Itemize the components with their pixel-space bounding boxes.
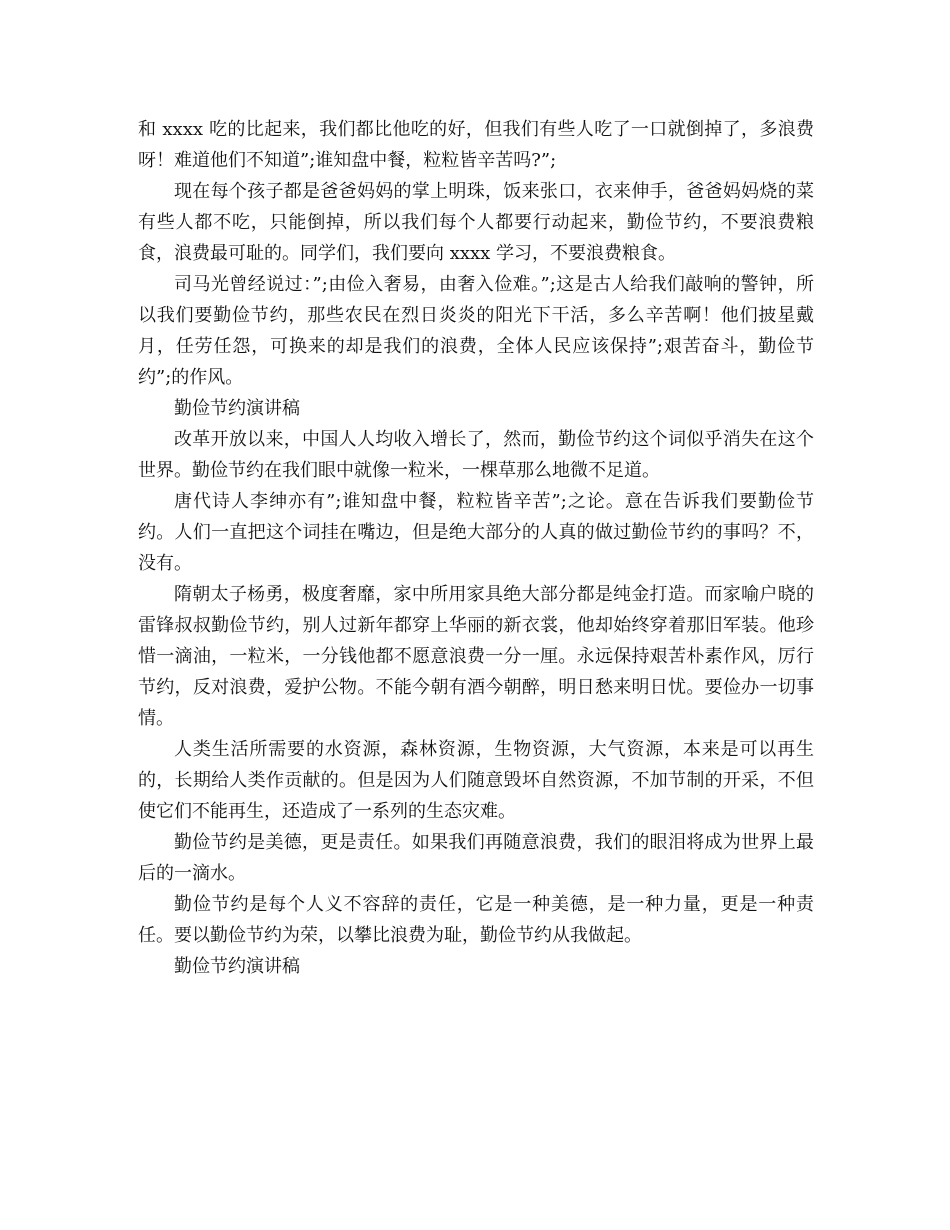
paragraph-2: 现在每个孩子都是爸爸妈妈的掌上明珠，饭来张口，衣来伸手，爸爸妈妈烧的菜有些人都不吃，只能倒掉，所以我们每个人都要行动起来，勤俭节约，不要浪费粮食，浪费最可耻的。同学们，我们要向 xxxx 学习，不要浪费粮食。 xyxy=(138,181,814,264)
section-heading-2: 勤俭节约演讲稿 xyxy=(174,956,300,977)
paragraph-4: 改革开放以来，中国人人均收入增长了，然而，勤俭节约这个词似乎消失在这个世界。勤俭节约在我们眼中就像一粒米，一棵草那么地微不足道。 xyxy=(138,429,814,481)
section-heading-1: 勤俭节约演讲稿 xyxy=(174,398,300,419)
paragraph-1: 和 xxxx 吃的比起来，我们都比他吃的好，但我们有些人吃了一口就倒掉了，多浪费呀！难道他们不知道”;谁知盘中餐，粒粒皆辛苦吗?”; xyxy=(138,119,814,171)
paragraph-8: 勤俭节约是美德，更是责任。如果我们再随意浪费，我们的眼泪将成为世界上最后的一滴水。 xyxy=(138,832,814,884)
paragraph-6: 隋朝太子杨勇，极度奢靡，家中所用家具绝大部分都是纯金打造。而家喻户晓的雷锋叔叔勤俭节约，别人过新年都穿上华丽的新衣裳，他却始终穿着那旧军装。他珍惜一滴油，一粒米，一分钱他都不愿意浪费一分一厘。永远保持艰苦朴素作风，厉行节约，反对浪费，爱护公物。不能今朝有酒今朝醉，明日愁来明日忧。要俭办一切事情。 xyxy=(138,584,814,729)
paragraph-3: 司马光曾经说过：”;由俭入奢易，由奢入俭难。”;这是古人给我们敲响的警钟，所以我们要勤俭节约，那些农民在烈日炎炎的阳光下干活，多么辛苦啊！他们披星戴月，任劳任怨，可换来的却是我们的浪费，全体人民应该保持”;艰苦奋斗，勤俭节约”;的作风。 xyxy=(138,274,814,388)
paragraph-9: 勤俭节约是每个人义不容辞的责任，它是一种美德，是一种力量，更是一种责任。要以勤俭节约为荣，以攀比浪费为耻，勤俭节约从我做起。 xyxy=(138,894,814,946)
document-body xyxy=(138,114,814,982)
paragraph-7: 人类生活所需要的水资源，森林资源，生物资源，大气资源，本来是可以再生的，长期给人类作贡献的。但是因为人们随意毁坏自然资源，不加节制的开采，不但使它们不能再生，还造成了一系列的生态灾难。 xyxy=(138,739,814,822)
paragraph-5: 唐代诗人李绅亦有”;谁知盘中餐，粒粒皆辛苦”;之论。意在告诉我们要勤俭节约。人们一直把这个词挂在嘴边，但是绝大部分的人真的做过勤俭节约的事吗？不，没有。 xyxy=(138,491,814,574)
